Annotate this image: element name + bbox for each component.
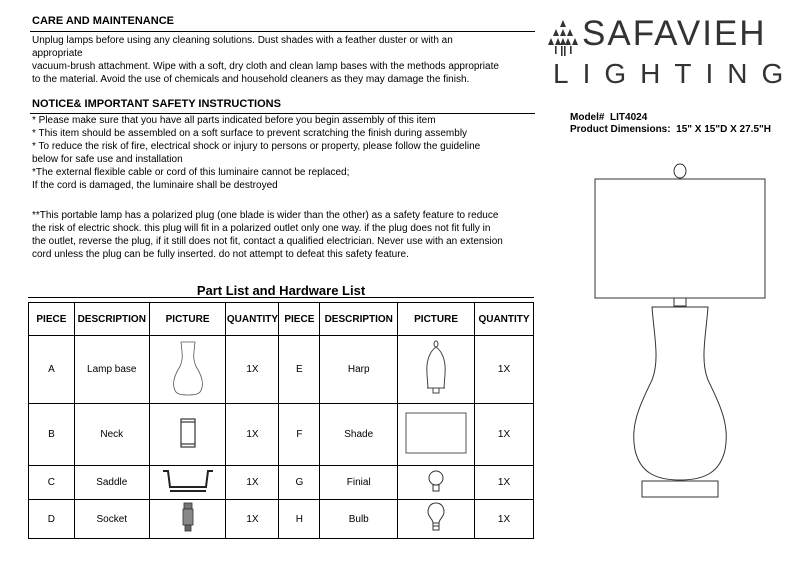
shade-icon [404,411,468,455]
header-picture: PICTURE [398,303,475,336]
care-title: CARE AND MAINTENANCE [32,15,174,27]
care-line: vacuum-brush attachment. Wipe with a soft, dry cloth and clean lamp bases with the methods appropriate [32,61,499,72]
safety-line: * To reduce the risk of fire, electrical shock or injury to persons or property, please follow the guideline [32,141,481,152]
quantity-cell: 1X [475,466,534,500]
care-divider [30,31,535,32]
model-line [570,112,647,124]
brand-sub: LIGHTING [553,58,798,89]
finial-shape [674,164,686,178]
quantity-cell: 1X [226,466,279,500]
socket-icon [178,501,198,535]
quantity-cell: 1X [475,404,534,466]
plug-line: **This portable lamp has a polarized plug (one blade is wider than the other) as a safety feature to reduce [32,210,499,221]
plug-line: cord unless the plug can be fully inserted. do not attempt to defeat this safety feature. [32,249,409,260]
care-text [32,34,499,86]
care-line: appropriate [32,48,83,59]
safety-line: * Please make sure that you have all parts indicated before you begin assembly of this item [32,115,436,126]
description-cell: Finial [320,466,398,500]
dimensions-line [570,124,771,136]
description-cell: Harp [320,336,398,404]
piece-cell: A [29,336,75,404]
description-cell: Bulb [320,500,398,539]
safety-line: * This item should be assembled on a soft surface to prevent scratching the finish during assembly [32,128,468,139]
table-row [29,500,534,539]
quantity-cell: 1X [475,500,534,539]
saddle-icon [160,467,216,495]
parts-table [28,302,534,539]
header-piece: PIECE [29,303,75,336]
plug-line: the outlet, reverse the plug, if it still does not fit, contact a qualified electrician. Never use with an extension [32,236,503,247]
finial-icon [426,468,446,494]
safety-line: below for safe use and installation [32,154,183,165]
quantity-cell: 1X [226,404,279,466]
header-piece: PIECE [279,303,320,336]
description-cell: Lamp base [74,336,149,404]
lamp-drawing [590,160,770,500]
picture-cell [149,466,226,500]
piece-cell: G [279,466,320,500]
piece-cell: F [279,404,320,466]
lamp-base-icon [170,338,206,398]
safety-line: If the cord is damaged, the luminaire shall be destroyed [32,180,278,191]
picture-cell [398,336,475,404]
description-cell: Saddle [74,466,149,500]
plug-line: the risk of electric shock. this plug will fit in a polarized outlet only one way. if the plug does not fit fully in [32,223,491,234]
header-picture: PICTURE [149,303,226,336]
brand-name: SAFAVIEH [582,14,767,53]
picture-cell [149,500,226,539]
header-description: DESCRIPTION [320,303,398,336]
shade-shape [595,179,765,298]
picture-cell [149,336,226,404]
model-number: LIT4024 [610,112,648,123]
header-description: DESCRIPTION [74,303,149,336]
header-quantity: QUANTITY [226,303,279,336]
piece-cell: B [29,404,75,466]
safety-title: NOTICE& IMPORTANT SAFETY INSTRUCTIONS [32,98,281,110]
neck-shape [674,298,686,306]
model-label: Model# [570,112,605,123]
description-cell: Neck [74,404,149,466]
piece-cell: E [279,336,320,404]
table-row [29,404,534,466]
safety-line: *The external flexible cable or cord of this luminaire cannot be replaced; [32,167,350,178]
piece-cell: D [29,500,75,539]
harp-icon [421,338,451,398]
description-cell: Socket [74,500,149,539]
quantity-cell: 1X [226,500,279,539]
dimensions-value: 15" X 15"D X 27.5"H [676,124,771,135]
parts-divider [28,297,534,298]
picture-cell [398,466,475,500]
piece-cell: C [29,466,75,500]
quantity-cell: 1X [475,336,534,404]
plug-text [32,209,503,261]
care-line: to the material. Avoid the use of chemicals and household cleaners as they may damage the finish. [32,74,470,85]
picture-cell [398,404,475,466]
header-quantity: QUANTITY [475,303,534,336]
safavieh-logo-icon [546,18,580,58]
piece-cell: H [279,500,320,539]
quantity-cell: 1X [226,336,279,404]
bulb-icon [426,501,446,535]
picture-cell [398,500,475,539]
lamp-base-shape [634,307,727,480]
picture-cell [149,404,226,466]
table-header-row [29,303,534,336]
table-row [29,466,534,500]
care-line: Unplug lamps before using any cleaning solutions. Dust shades with a feather duster or with an [32,35,453,46]
safety-text [32,114,480,192]
dimensions-label: Product Dimensions: [570,124,671,135]
table-row [29,336,534,404]
description-cell: Shade [320,404,398,466]
parts-title: Part List and Hardware List [196,283,366,298]
neck-icon [178,416,198,450]
plinth-shape [642,481,718,497]
